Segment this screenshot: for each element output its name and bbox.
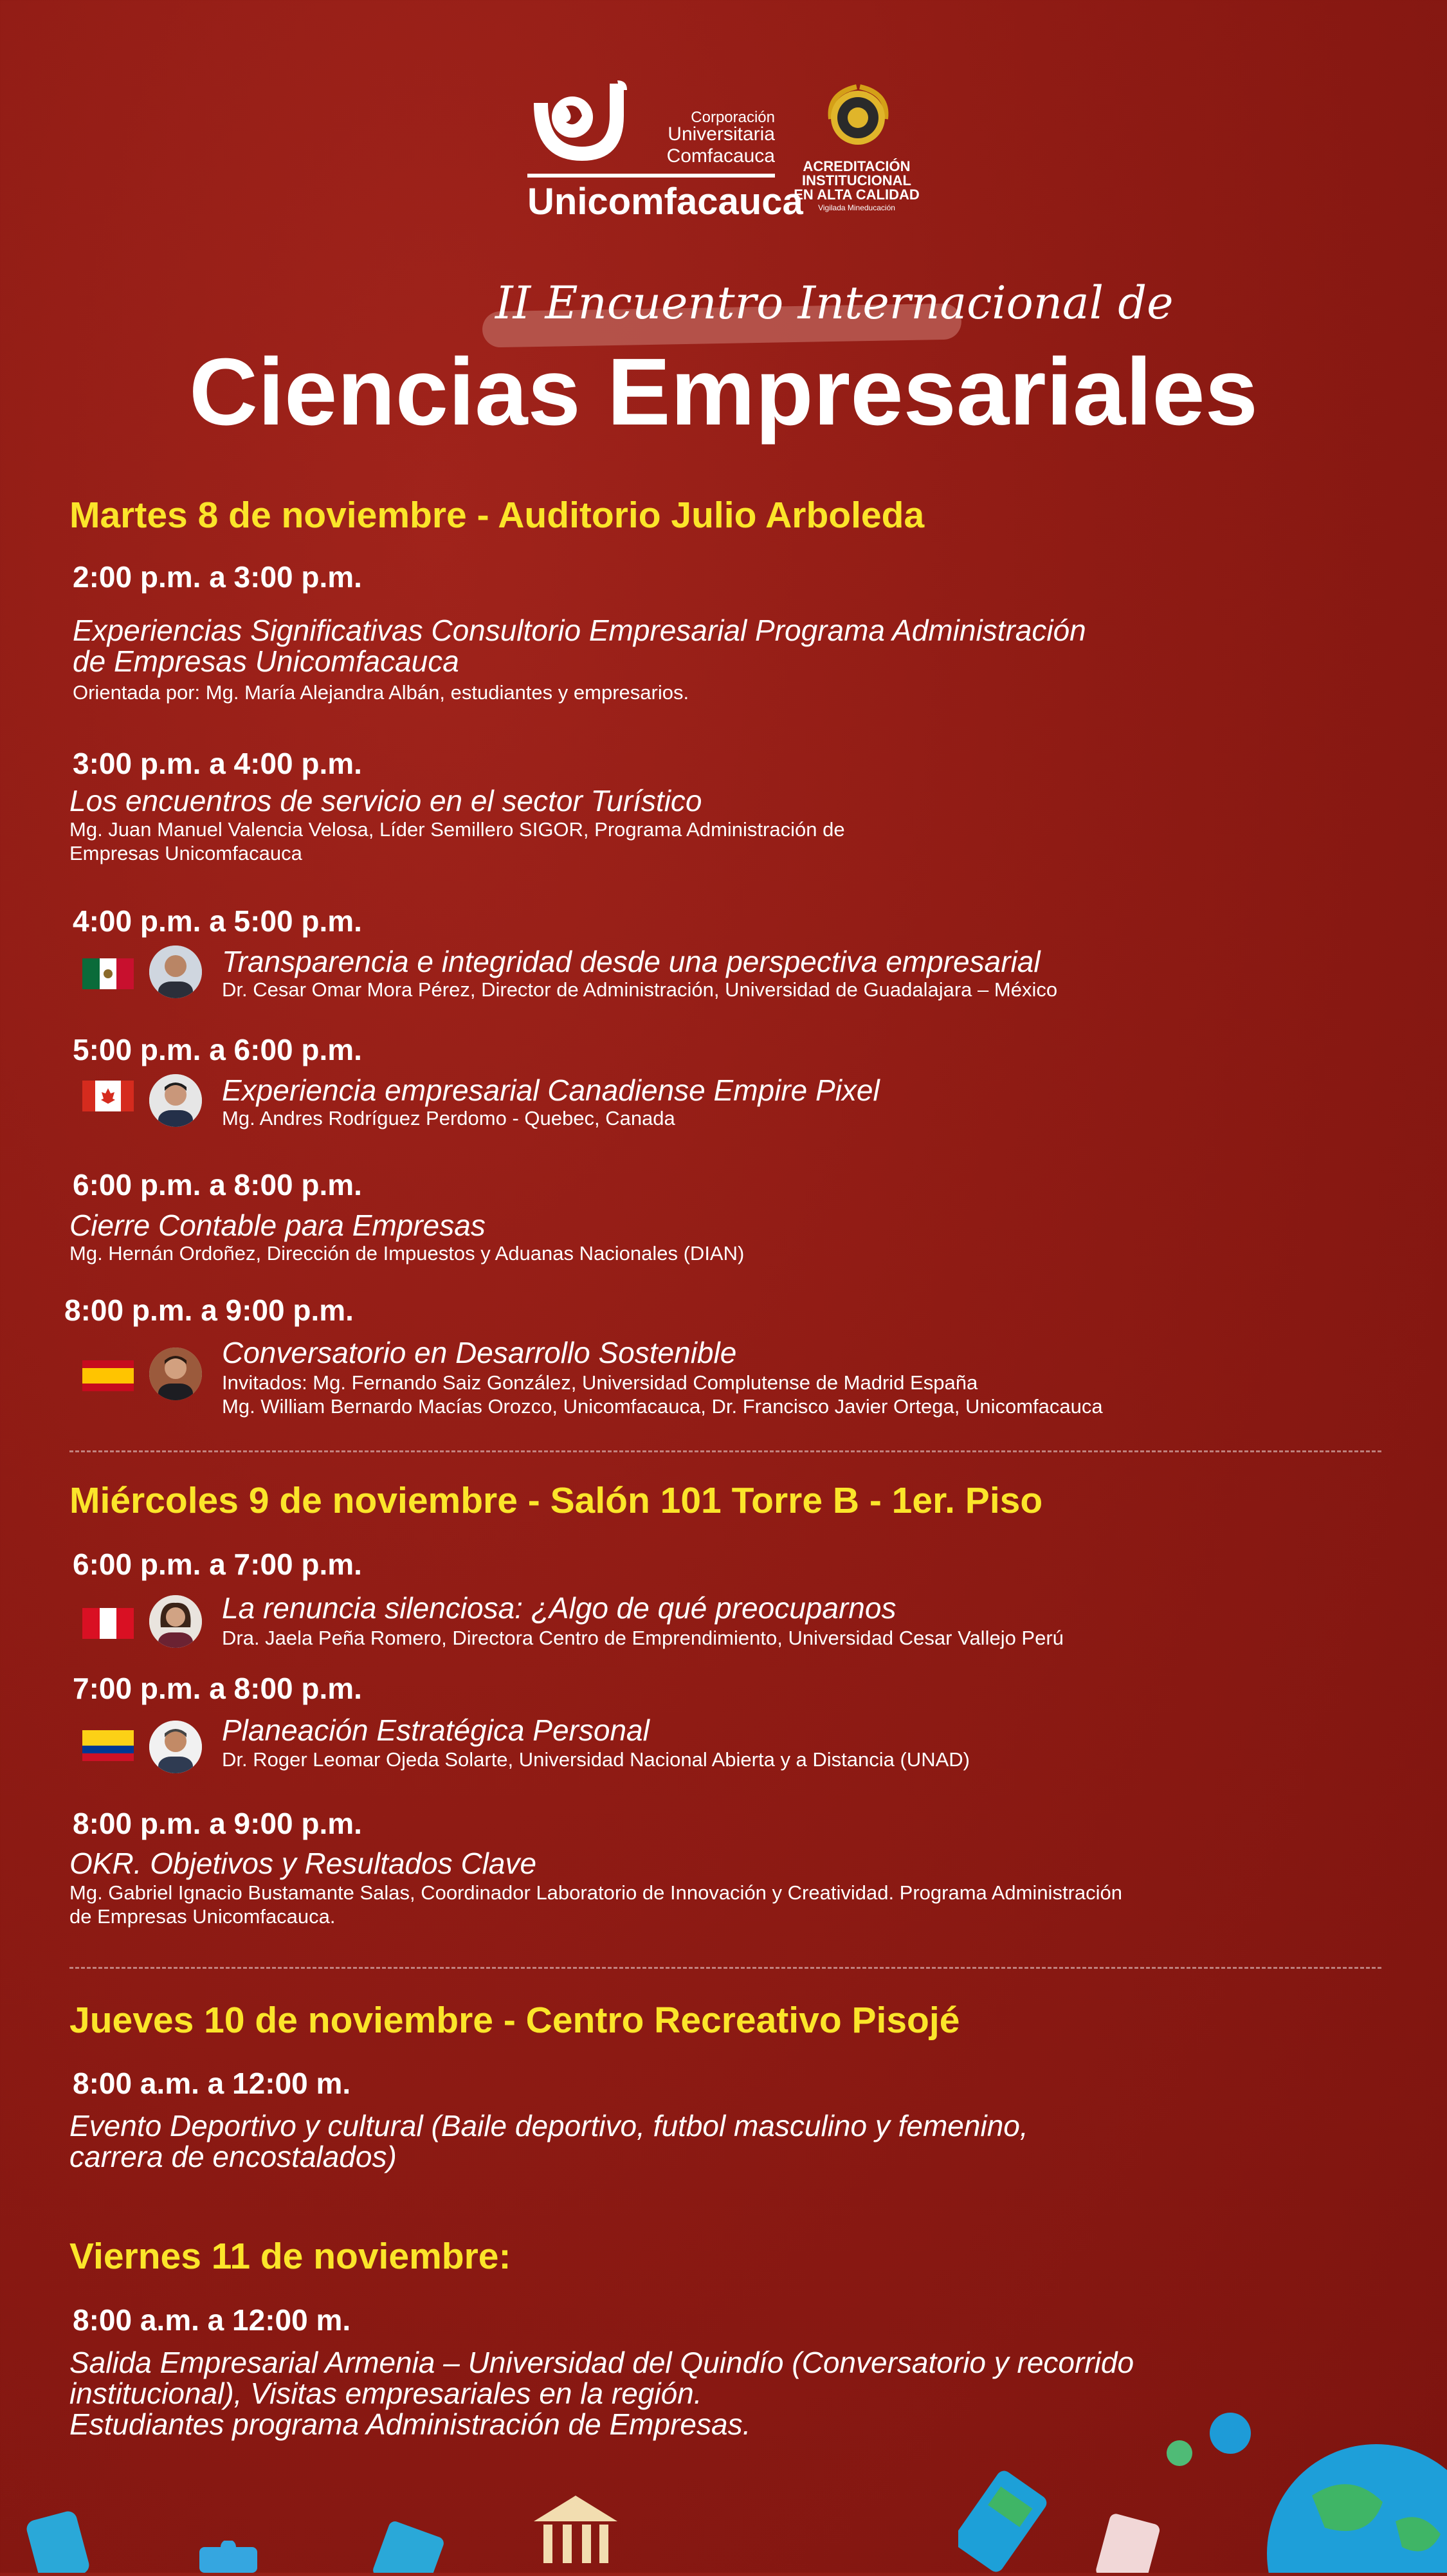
puzzle-icon	[199, 2541, 264, 2576]
accreditation-small: Vigilada Mineducación	[818, 203, 895, 212]
logo	[527, 77, 630, 174]
canada-flag-icon	[82, 1081, 134, 1111]
session-desc: Mg. Andres Rodríguez Perdomo - Quebec, Canada	[222, 1107, 675, 1129]
session-talk: Evento Deportivo y cultural (Baile deportivo, futbol masculino y femenino,	[69, 2109, 1028, 2142]
session-desc: de Empresas Unicomfacauca.	[69, 1905, 336, 1928]
session-time: 3:00 p.m. a 4:00 p.m.	[73, 747, 362, 780]
document-icon	[1093, 2508, 1164, 2576]
session-time: 5:00 p.m. a 6:00 p.m.	[73, 1033, 362, 1066]
session-talk: Cierre Contable para Empresas	[69, 1209, 486, 1242]
clipboard-icon	[26, 2508, 103, 2576]
session-time: 2:00 p.m. a 3:00 p.m.	[73, 560, 362, 594]
brand-divider	[527, 174, 775, 178]
spain-flag-icon	[82, 1360, 134, 1391]
session-time: 8:00 a.m. a 12:00 m.	[73, 2067, 351, 2100]
ball-icon	[1208, 2411, 1253, 2459]
session-desc: Invitados: Mg. Fernando Saiz González, Universidad Complutense de Madrid España	[222, 1371, 978, 1394]
session-desc: Dr. Cesar Omar Mora Pérez, Director de Administración, Universidad de Guadalajara – México	[222, 978, 1058, 1001]
session-talk: Salida Empresarial Armenia – Universidad del Quindío (Conversatorio y recorrido	[69, 2346, 1134, 2379]
session-talk: Estudiantes programa Administración de Empresas.	[69, 2407, 751, 2441]
day-title-friday: Viernes 11 de noviembre:	[69, 2236, 511, 2277]
session-desc: Dra. Jaela Peña Romero, Directora Centro de Emprendimiento, Universidad Cesar Vallejo Perú	[222, 1627, 1064, 1649]
speaker-avatar	[149, 1721, 202, 1773]
event-title: Ciencias Empresariales	[189, 339, 1258, 445]
speaker-avatar	[149, 1074, 202, 1127]
day-title-thursday: Jueves 10 de noviembre - Centro Recreativo Pisojé	[69, 2000, 960, 2041]
session-time: 7:00 p.m. a 8:00 p.m.	[73, 1672, 362, 1705]
brand-bottom: Comfacauca	[666, 145, 775, 167]
day-title-wednesday: Miércoles 9 de noviembre - Salón 101 Torre B - 1er. Piso	[69, 1480, 1043, 1521]
session-time: 6:00 p.m. a 7:00 p.m.	[73, 1548, 362, 1581]
mexico-flag-icon	[82, 958, 134, 989]
session-talk: Planeación Estratégica Personal	[222, 1713, 650, 1747]
session-time: 4:00 p.m. a 5:00 p.m.	[73, 904, 362, 938]
colombia-flag-icon	[82, 1730, 134, 1761]
money-icon	[958, 2463, 1048, 2576]
session-time: 8:00 a.m. a 12:00 m.	[73, 2303, 351, 2337]
globe-icon	[1260, 2425, 1447, 2576]
event-subtitle: II Encuentro Internacional de	[495, 277, 1174, 329]
speaker-avatar	[149, 1595, 202, 1648]
brand-name: Unicomfacauca	[527, 181, 803, 223]
session-talk: Transparencia e integridad desde una perspectiva empresarial	[222, 945, 1041, 978]
session-desc: Mg. Hernán Ordoñez, Dirección de Impuestos y Aduanas Nacionales (DIAN)	[69, 1242, 745, 1265]
session-time: 8:00 p.m. a 9:00 p.m.	[64, 1293, 354, 1327]
session-talk: institucional), Visitas empresariales en la región.	[69, 2377, 702, 2410]
session-talk: Los encuentros de servicio en el sector Turístico	[69, 784, 702, 818]
session-desc: Mg. William Bernardo Macías Orozco, Unicomfacauca, Dr. Francisco Javier Ortega, Unicomfacauca	[222, 1395, 1103, 1418]
session-desc: Orientada por: Mg. María Alejandra Albán, estudiantes y empresarios.	[73, 681, 689, 704]
clipboard-icon	[373, 2521, 444, 2576]
section-divider	[69, 1450, 1381, 1452]
session-talk: carrera de encostalados)	[69, 2140, 397, 2173]
session-desc: Mg. Gabriel Ignacio Bustamante Salas, Coordinador Laboratorio de Innovación y Creatividad. Programa Administración	[69, 1881, 1122, 1904]
accreditation-line-1: ACREDITACIÓN	[803, 158, 911, 174]
logo-mark-icon	[527, 77, 630, 174]
brand-mid: Universitaria	[668, 123, 775, 145]
speaker-avatar	[149, 945, 202, 998]
session-talk: Conversatorio en Desarrollo Sostenible	[222, 1336, 737, 1369]
session-talk: de Empresas Unicomfacauca	[73, 644, 459, 678]
speaker-avatar	[149, 1347, 202, 1400]
day-title-tuesday: Martes 8 de noviembre - Auditorio Julio Arboleda	[69, 495, 925, 536]
session-desc: Empresas Unicomfacauca	[69, 842, 302, 864]
session-talk: Experiencia empresarial Canadiense Empire Pixel	[222, 1073, 880, 1107]
session-desc: Dr. Roger Leomar Ojeda Solarte, Universidad Nacional Abierta y a Distancia (UNAD)	[222, 1748, 970, 1771]
bank-building-icon	[527, 2489, 624, 2576]
session-talk: OKR. Objetivos y Resultados Clave	[69, 1847, 537, 1880]
peru-flag-icon	[82, 1608, 134, 1639]
session-time: 6:00 p.m. a 8:00 p.m.	[73, 1168, 362, 1201]
accreditation-seal-icon	[818, 80, 898, 154]
session-time: 8:00 p.m. a 9:00 p.m.	[73, 1807, 362, 1840]
session-talk: Experiencias Significativas Consultorio Empresarial Programa Administración	[73, 614, 1086, 647]
section-divider	[69, 1967, 1381, 1969]
session-desc: Mg. Juan Manuel Valencia Velosa, Líder Semillero SIGOR, Programa Administración de	[69, 818, 845, 841]
accreditation-line-3: EN ALTA CALIDAD	[794, 187, 920, 203]
ball-icon	[1165, 2439, 1194, 2471]
brand-top: Corporación	[691, 109, 775, 126]
session-talk: La renuncia silenciosa: ¿Algo de qué preocuparnos	[222, 1591, 896, 1625]
accreditation-line-2: INSTITUCIONAL	[802, 172, 911, 188]
